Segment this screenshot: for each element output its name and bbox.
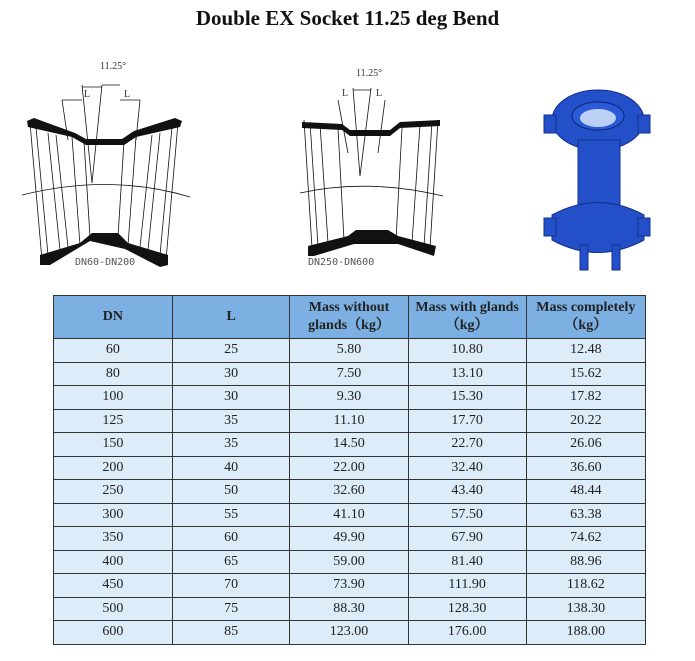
table-header-row: [54, 296, 646, 339]
table-cell: 88.30: [290, 597, 408, 621]
table-cell: 49.90: [290, 527, 408, 551]
table-cell: 85: [172, 621, 290, 645]
bend-drawing-large: [298, 58, 448, 268]
table-cell: 32.60: [290, 480, 408, 504]
table-cell: 125: [54, 409, 173, 433]
table-cell: 15.62: [526, 362, 645, 386]
table-cell: 500: [54, 597, 173, 621]
table-cell: 60: [54, 339, 173, 363]
table-cell: 111.90: [408, 574, 526, 598]
table-cell: 88.96: [526, 550, 645, 574]
table-row: [54, 409, 646, 433]
table-cell: 50: [172, 480, 290, 504]
table-cell: 14.50: [290, 433, 408, 457]
dim-label-left: L: [84, 89, 91, 100]
table-row: [54, 574, 646, 598]
table-cell: 43.40: [408, 480, 526, 504]
table-row: [54, 503, 646, 527]
table-cell: 67.90: [408, 527, 526, 551]
table-cell: 400: [54, 550, 173, 574]
bend-drawing-small: [20, 55, 200, 270]
dimension-table: [53, 295, 646, 645]
table-row: [54, 621, 646, 645]
header-mass-without-glands: Mass without glands（kg）: [290, 296, 408, 339]
table-cell: 65: [172, 550, 290, 574]
header-dn: DN: [54, 296, 173, 339]
table-cell: 5.80: [290, 339, 408, 363]
table-cell: 20.22: [526, 409, 645, 433]
table-cell: 36.60: [526, 456, 645, 480]
table-row: [54, 550, 646, 574]
table-row: [54, 597, 646, 621]
table-cell: 138.30: [526, 597, 645, 621]
dim-label-left: L: [342, 88, 349, 99]
table-cell: 35: [172, 433, 290, 457]
table-cell: 300: [54, 503, 173, 527]
table-cell: 11.10: [290, 409, 408, 433]
table-cell: 25: [172, 339, 290, 363]
table-cell: 30: [172, 386, 290, 410]
table-row: [54, 527, 646, 551]
table-row: [54, 386, 646, 410]
table-cell: 40: [172, 456, 290, 480]
table-cell: 350: [54, 527, 173, 551]
table-cell: 57.50: [408, 503, 526, 527]
angle-label: 11.25°: [100, 61, 127, 72]
table-cell: 200: [54, 456, 173, 480]
table-cell: 450: [54, 574, 173, 598]
table-cell: 9.30: [290, 386, 408, 410]
table-cell: 80: [54, 362, 173, 386]
table-cell: 17.82: [526, 386, 645, 410]
table-cell: 74.62: [526, 527, 645, 551]
header-mass-completely: Mass completely（kg）: [526, 296, 645, 339]
table-cell: 12.48: [526, 339, 645, 363]
table-cell: 600: [54, 621, 173, 645]
table-cell: 73.90: [290, 574, 408, 598]
header-mass-with-glands: Mass with glands（kg）: [408, 296, 526, 339]
table-cell: 70: [172, 574, 290, 598]
table-cell: 128.30: [408, 597, 526, 621]
table-row: [54, 433, 646, 457]
table-cell: 48.44: [526, 480, 645, 504]
table-cell: 35: [172, 409, 290, 433]
table-cell: 63.38: [526, 503, 645, 527]
table-cell: 17.70: [408, 409, 526, 433]
table-row: [54, 456, 646, 480]
table-cell: 123.00: [290, 621, 408, 645]
table-cell: 15.30: [408, 386, 526, 410]
table-cell: 188.00: [526, 621, 645, 645]
table-row: [54, 362, 646, 386]
table-cell: 7.50: [290, 362, 408, 386]
drawing-caption: DN60-DN200: [75, 257, 136, 268]
angle-label: 11.25°: [356, 68, 383, 79]
table-cell: 10.80: [408, 339, 526, 363]
table-cell: 60: [172, 527, 290, 551]
table-cell: 100: [54, 386, 173, 410]
header-l: L: [172, 296, 290, 339]
table-row: [54, 339, 646, 363]
table-cell: 59.00: [290, 550, 408, 574]
table-cell: 81.40: [408, 550, 526, 574]
table-row: [54, 480, 646, 504]
table-cell: 118.62: [526, 574, 645, 598]
table-cell: 26.06: [526, 433, 645, 457]
table-cell: 22.00: [290, 456, 408, 480]
table-cell: 150: [54, 433, 173, 457]
drawing-caption: DN250-DN600: [308, 257, 375, 268]
page-title: Double EX Socket 11.25 deg Bend: [195, 6, 500, 30]
table-cell: 75: [172, 597, 290, 621]
table-cell: 250: [54, 480, 173, 504]
table-cell: 32.40: [408, 456, 526, 480]
table-cell: 55: [172, 503, 290, 527]
table-cell: 176.00: [408, 621, 526, 645]
dim-label-right: L: [124, 89, 131, 100]
table-cell: 22.70: [408, 433, 526, 457]
dim-label-right: L: [376, 88, 383, 99]
table-cell: 13.10: [408, 362, 526, 386]
table-cell: 30: [172, 362, 290, 386]
table-cell: 41.10: [290, 503, 408, 527]
product-photo: [540, 80, 655, 280]
